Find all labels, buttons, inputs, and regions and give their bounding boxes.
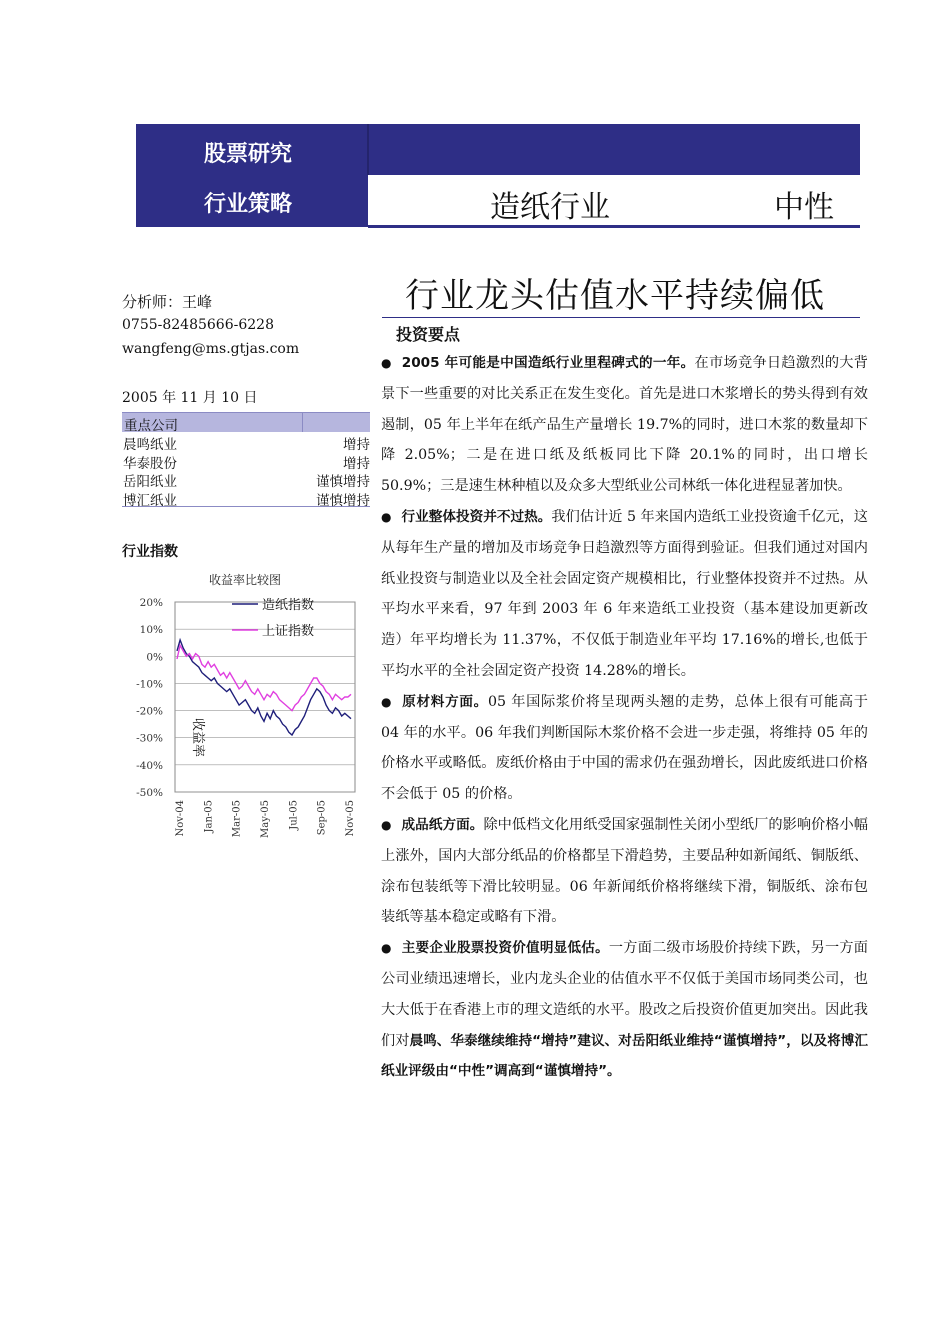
- point-tail: 晨鸣、华泰继续维持“增持”建议、对岳阳纸业维持“谨慎增持”，以及将博汇纸业评级由“中性”调高到“谨慎增持”。: [381, 1032, 868, 1080]
- research-label: 股票研究: [204, 142, 293, 167]
- y-tick-label: -40%: [136, 759, 163, 772]
- point-lead: 成品纸方面。: [401, 816, 484, 833]
- y-tick-label: 20%: [139, 597, 163, 609]
- table-row: [122, 488, 370, 507]
- x-tick-label: Sep-05: [316, 800, 328, 836]
- point-paragraph: [381, 348, 868, 502]
- point-lead: 行业整体投资并不过热。: [401, 508, 552, 525]
- report-date: 2005 年 11 月 10 日: [122, 390, 258, 406]
- bullet-icon: ●: [381, 817, 392, 832]
- chart-svg: [120, 566, 370, 856]
- analyst-phone: 0755-82485666-6228: [122, 317, 274, 333]
- key-companies-table: [122, 412, 370, 507]
- point-paragraph: [381, 687, 868, 810]
- point-text: 一方面二级市场股价持续下跌，另一方面公司业绩迅速增长，业内龙头企业的估值水平不仅低于美国市场同类公司，也大大低于在香港上市的理文造纸的水平。股改之后投资价值更加突出。因此我们对: [381, 940, 868, 1049]
- company-name: 博汇纸业: [123, 492, 177, 509]
- company-rating: 谨慎增持: [316, 474, 370, 490]
- point-lead: 主要企业股票投资价值明显低估。: [401, 940, 609, 957]
- table-row: [122, 451, 370, 470]
- bullet-icon: ●: [381, 509, 392, 524]
- point-lead: 2005 年可能是中国造纸行业里程碑式的一年。: [401, 355, 695, 371]
- point-text: 除中低档文化用纸受国家强制性关闭小型纸厂的影响价格小幅上涨外，国内大部分纸品的价格都呈下滑趋势，主要品种如新闻纸、铜版纸、涂布包装纸等下滑比较明显。06 年新闻纸价格将继续下滑，铜版纸、涂布包装纸等基本稳定或略有下滑。: [381, 816, 868, 926]
- key-points-heading: 投资要点: [396, 325, 461, 344]
- y-tick-label: -30%: [136, 732, 163, 745]
- point-paragraph: [381, 502, 868, 687]
- industry-rating: 中性: [774, 190, 834, 225]
- point-paragraph: [381, 933, 868, 1087]
- index-section-title: 行业指数: [122, 544, 178, 560]
- x-tick-label: Jul-05: [288, 800, 300, 830]
- company-rating: 谨慎增持: [316, 492, 370, 509]
- key-points-body: [381, 348, 868, 1087]
- company-name: 岳阳纸业: [123, 474, 177, 490]
- table-header-label: 重点公司: [124, 418, 178, 434]
- point-text: 05 年国际浆价将呈现两头翘的走势，总体上很有可能高于 04 年的水平。06 年我们判断国际木浆价格不会进一步走强，将维持 05 年的价格水平或略低。废纸价格由于中国的需求仍在强劲增长，因此废纸进口价格不会低于 05 的价格。: [381, 693, 868, 803]
- chart-title: 收益率比较图: [208, 573, 282, 587]
- y-tick-label: -50%: [136, 787, 163, 799]
- y-tick-label: 0%: [146, 651, 163, 664]
- point-lead: 原材料方面。: [402, 693, 488, 710]
- main-title: 行业龙头估值水平持续偏低: [405, 276, 825, 316]
- header-separator: [367, 124, 369, 175]
- point-paragraph: [381, 810, 868, 933]
- legend-label: 上证指数: [262, 624, 315, 639]
- bullet-icon: ●: [381, 694, 393, 709]
- company-rating: 增持: [343, 455, 370, 472]
- company-rating: 增持: [343, 437, 370, 453]
- bullet-icon: ●: [381, 941, 392, 956]
- y-tick-label: 10%: [139, 624, 163, 637]
- y-axis-label: 收益率: [190, 718, 205, 758]
- analyst-email[interactable]: wangfeng@ms.gtjas.com: [122, 341, 300, 357]
- company-name: 晨鸣纸业: [123, 437, 177, 453]
- legend-label: 造纸指数: [262, 598, 315, 613]
- table-row: [122, 432, 370, 451]
- x-tick-label: Nov-04: [175, 800, 186, 837]
- industry-name: 造纸行业: [490, 190, 610, 225]
- x-tick-label: Nov-05: [345, 800, 356, 837]
- strategy-label: 行业策略: [204, 192, 293, 217]
- point-text: 我们估计近 5 年来国内造纸工业投资逾千亿元，这从每年生产量的增加及市场竞争日趋激烈等方面得到验证。但我们通过对国内纸业投资与制造业以及全社会固定资产规模相比，行业整体投资并不过热。从平均水平来看，97 年到 2003 年 6 年来造纸工业投资（基本建设加更新改造）年平均增长为 11.37%，不仅低于制造业年平均 17.16%的增长,也低于平均水平的全社会固定资产投资 14.28%的增长。: [381, 508, 868, 679]
- table-row: [122, 469, 370, 488]
- title-rule: [382, 317, 860, 318]
- table-header: [122, 412, 370, 432]
- bullet-icon: ●: [381, 356, 392, 370]
- point-text: 在市场竞争日趋激烈的大背景下一些重要的对比关系正在发生变化。首先是进口木浆增长的势头得到有效遏制，05 年上半年在纸产品生产量增长 19.7%的同时，进口木浆的数量却下降 2.05%；二是在进口纸及纸板同比下降 20.1%的同时，出口增长 50.9%；三是速生林种植以及众多大型纸业公司林纸一体化进程显著加快。: [381, 355, 868, 495]
- company-name: 华泰股份: [123, 455, 177, 472]
- analyst-name: 分析师：王峰: [122, 293, 213, 311]
- y-tick-label: -10%: [136, 678, 163, 691]
- x-tick-label: Jan-05: [203, 800, 215, 833]
- y-tick-label: -20%: [136, 705, 163, 718]
- x-tick-label: Mar-05: [231, 800, 243, 838]
- returns-chart: [120, 566, 370, 856]
- x-tick-label: May-05: [260, 800, 271, 838]
